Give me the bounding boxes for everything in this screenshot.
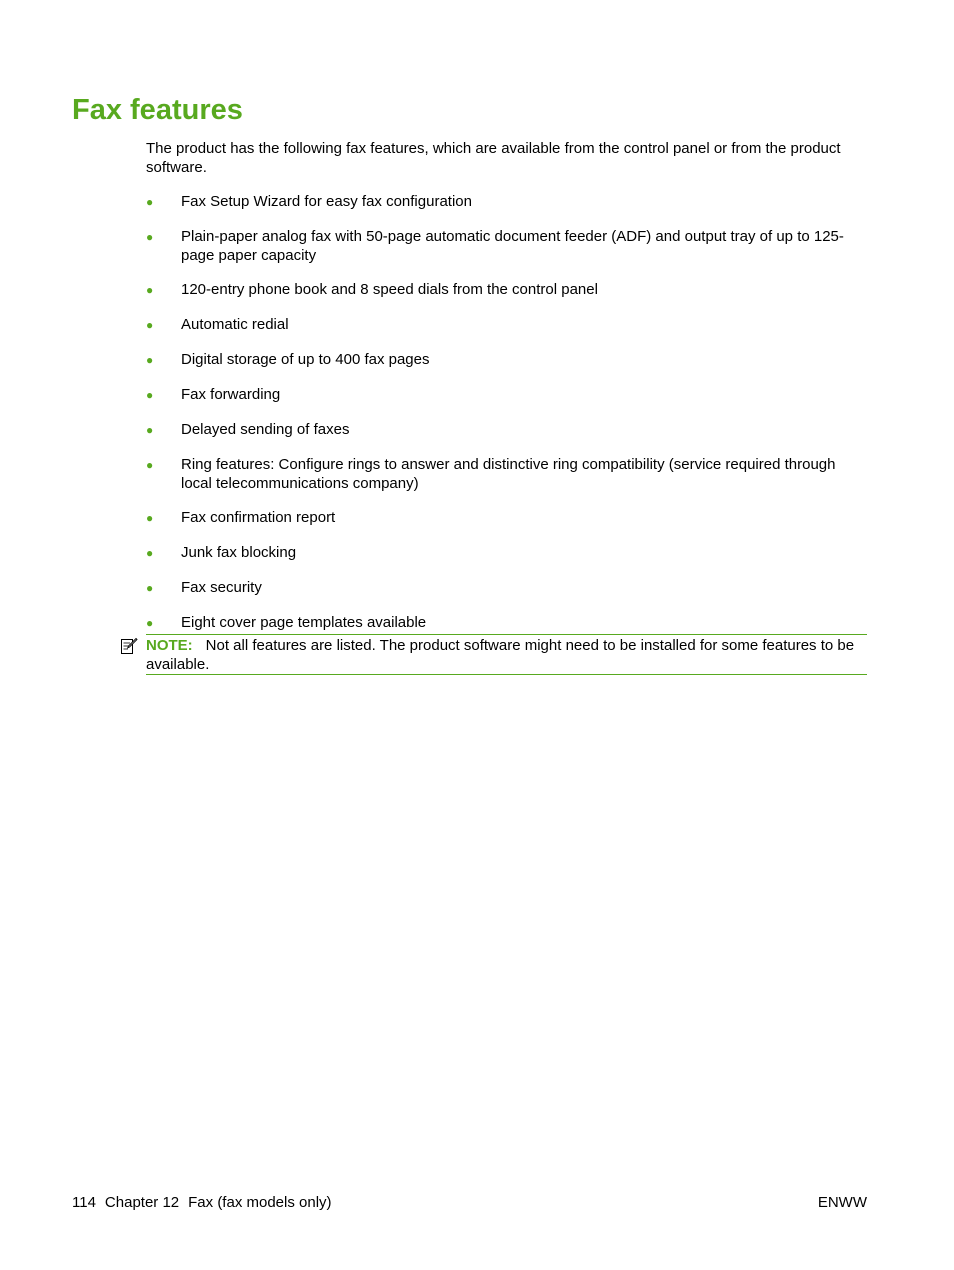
- footer-locale: ENWW: [817, 1194, 867, 1211]
- feature-text: Plain-paper analog fax with 50-page automatic document feeder (ADF) and output tray of up to 125-page paper capacity: [181, 228, 844, 264]
- feature-text: Fax confirmation report: [181, 509, 336, 526]
- page-number: 114: [72, 1194, 96, 1211]
- bullet-icon: ●: [146, 318, 154, 332]
- feature-text: Fax Setup Wizard for easy fax configuration: [181, 193, 472, 210]
- list-item: [146, 227, 870, 265]
- feature-text: Fax forwarding: [181, 386, 281, 403]
- list-item: [146, 350, 870, 370]
- note-text: Not all features are listed. The product software might need to be installed for some features to be available.: [146, 637, 855, 673]
- note-box: [146, 634, 867, 675]
- bullet-icon: ●: [146, 458, 154, 472]
- list-item: [146, 385, 870, 405]
- list-item: [146, 613, 870, 633]
- bullet-icon: ●: [146, 353, 154, 367]
- footer-chapter: Chapter 12: [104, 1194, 180, 1211]
- bullet-icon: ●: [146, 388, 154, 402]
- page-footer: [72, 1193, 341, 1212]
- bullet-icon: ●: [146, 283, 154, 297]
- footer-chapter-title: Fax (fax models only): [188, 1194, 332, 1211]
- page-title: Fax features: [72, 94, 243, 126]
- note-label: NOTE:: [146, 637, 193, 654]
- list-item: [146, 508, 870, 528]
- feature-text: Ring features: Configure rings to answer and distinctive ring compatibility (service required through local telecommunications company): [181, 456, 836, 492]
- feature-text: Delayed sending of faxes: [181, 421, 350, 438]
- feature-text: 120-entry phone book and 8 speed dials from the control panel: [181, 281, 598, 298]
- bullet-icon: ●: [146, 511, 154, 525]
- intro-paragraph: The product has the following fax features, which are available from the control panel or from the product software.: [146, 140, 841, 176]
- list-item: [146, 455, 870, 493]
- note-pencil-icon: [120, 637, 138, 655]
- bullet-icon: ●: [146, 616, 154, 630]
- feature-text: Eight cover page templates available: [181, 614, 427, 631]
- bullet-icon: ●: [146, 195, 154, 209]
- feature-text: Digital storage of up to 400 fax pages: [181, 351, 430, 368]
- feature-text: Automatic redial: [181, 316, 289, 333]
- feature-list: [146, 192, 870, 648]
- feature-text: Junk fax blocking: [181, 544, 297, 561]
- list-item: [146, 315, 870, 335]
- list-item: [146, 280, 870, 300]
- list-item: [146, 543, 870, 563]
- bullet-icon: ●: [146, 230, 154, 244]
- list-item: [146, 192, 870, 212]
- feature-text: Fax security: [181, 579, 262, 596]
- bullet-icon: ●: [146, 581, 154, 595]
- bullet-icon: ●: [146, 423, 154, 437]
- bullet-icon: ●: [146, 546, 154, 560]
- list-item: [146, 578, 870, 598]
- list-item: [146, 420, 870, 440]
